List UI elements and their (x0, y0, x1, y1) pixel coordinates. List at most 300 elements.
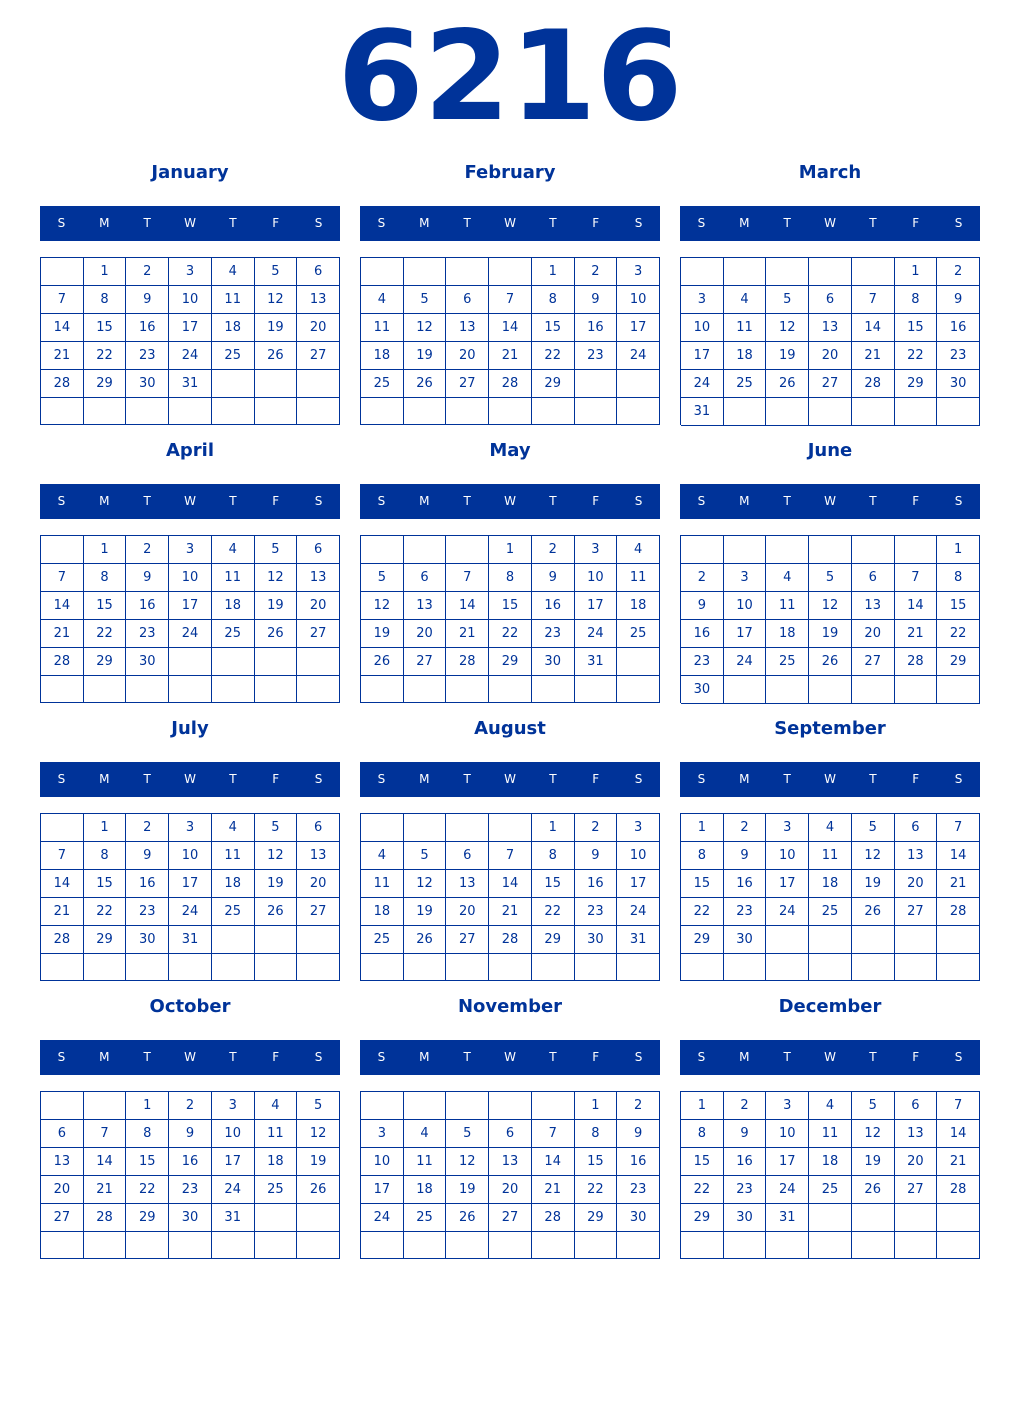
weekday-label: T (869, 1050, 877, 1064)
empty-day-cell (766, 676, 809, 704)
empty-day-cell (617, 1232, 660, 1259)
day-cell: 7 (852, 286, 895, 314)
day-cell: 25 (404, 1204, 447, 1232)
month-june (680, 436, 980, 704)
day-cell: 19 (255, 870, 298, 898)
day-cell: 12 (852, 842, 895, 870)
day-cell: 3 (617, 258, 660, 286)
weekday-label: W (504, 1050, 516, 1064)
day-cell: 10 (169, 286, 212, 314)
weekday-header (680, 1040, 980, 1075)
empty-day-cell (489, 258, 532, 286)
empty-day-cell (809, 258, 852, 286)
empty-day-cell (361, 536, 404, 564)
day-cell: 11 (617, 564, 660, 592)
day-cell: 17 (766, 1148, 809, 1176)
weekday-label: S (634, 216, 643, 230)
day-cell: 28 (852, 370, 895, 398)
empty-day-cell (255, 370, 298, 398)
day-cell: 12 (852, 1120, 895, 1148)
day-cell: 24 (575, 620, 618, 648)
weekday-label: T (463, 216, 471, 230)
weekday-label: F (272, 494, 280, 508)
empty-day-cell (532, 398, 575, 425)
weekday-header (40, 762, 340, 797)
day-cell: 16 (126, 314, 169, 342)
day-cell: 21 (937, 870, 980, 898)
day-cell: 11 (212, 842, 255, 870)
day-cell: 12 (255, 564, 298, 592)
day-cell: 7 (895, 564, 938, 592)
weekday-label: S (634, 772, 643, 786)
day-cell: 26 (809, 648, 852, 676)
day-cell: 22 (84, 342, 127, 370)
day-cell: 6 (489, 1120, 532, 1148)
day-cell: 27 (489, 1204, 532, 1232)
day-cell: 28 (937, 898, 980, 926)
day-cell: 4 (766, 564, 809, 592)
day-cell: 25 (255, 1176, 298, 1204)
day-cell: 3 (361, 1120, 404, 1148)
empty-day-cell (297, 1232, 340, 1259)
weekday-label: W (824, 216, 836, 230)
day-cell: 26 (852, 1176, 895, 1204)
day-cell: 21 (852, 342, 895, 370)
day-cell: 6 (446, 286, 489, 314)
empty-day-cell (809, 536, 852, 564)
weekday-label: S (314, 772, 323, 786)
day-cell: 25 (766, 648, 809, 676)
weekday-label: M (419, 494, 430, 508)
empty-day-cell (255, 1204, 298, 1232)
empty-day-cell (361, 1232, 404, 1259)
day-cell: 22 (126, 1176, 169, 1204)
weekday-label: M (739, 772, 750, 786)
day-cell: 13 (895, 842, 938, 870)
empty-day-cell (489, 1092, 532, 1120)
day-cell: 23 (575, 342, 618, 370)
weekday-label: S (634, 494, 643, 508)
empty-day-cell (489, 676, 532, 703)
weekday-label: T (229, 1050, 237, 1064)
month-title: August (474, 718, 546, 739)
weekday-label: F (272, 772, 280, 786)
day-cell: 31 (169, 370, 212, 398)
day-grid (40, 1091, 340, 1259)
day-cell: 13 (895, 1120, 938, 1148)
day-cell: 18 (809, 1148, 852, 1176)
day-cell: 1 (532, 814, 575, 842)
weekday-label: T (143, 494, 151, 508)
day-grid (680, 257, 980, 425)
empty-day-cell (532, 954, 575, 981)
empty-day-cell (126, 1232, 169, 1259)
day-grid (40, 813, 340, 981)
day-cell: 3 (212, 1092, 255, 1120)
empty-day-cell (404, 814, 447, 842)
day-cell: 2 (575, 814, 618, 842)
empty-day-cell (809, 1204, 852, 1232)
day-cell: 30 (126, 370, 169, 398)
day-cell: 7 (446, 564, 489, 592)
day-cell: 16 (937, 314, 980, 342)
day-cell: 3 (766, 1092, 809, 1120)
day-cell: 18 (361, 342, 404, 370)
day-cell: 27 (297, 898, 340, 926)
day-cell: 7 (489, 286, 532, 314)
day-cell: 13 (809, 314, 852, 342)
day-cell: 25 (212, 898, 255, 926)
weekday-label: S (697, 1050, 706, 1064)
day-cell: 2 (126, 258, 169, 286)
day-cell: 23 (681, 648, 724, 676)
day-cell: 30 (575, 926, 618, 954)
day-cell: 24 (212, 1176, 255, 1204)
day-cell: 7 (41, 286, 84, 314)
day-cell: 8 (84, 286, 127, 314)
day-cell: 3 (766, 814, 809, 842)
empty-day-cell (212, 1232, 255, 1259)
day-cell: 15 (681, 1148, 724, 1176)
empty-day-cell (724, 1232, 767, 1259)
day-cell: 8 (681, 1120, 724, 1148)
empty-day-cell (617, 398, 660, 425)
day-cell: 2 (724, 1092, 767, 1120)
day-cell: 15 (84, 870, 127, 898)
day-cell: 29 (681, 1204, 724, 1232)
empty-day-cell (852, 1232, 895, 1259)
empty-day-cell (212, 676, 255, 703)
day-cell: 16 (575, 314, 618, 342)
day-cell: 18 (212, 870, 255, 898)
weekday-label: T (869, 494, 877, 508)
weekday-label: T (143, 772, 151, 786)
empty-day-cell (84, 398, 127, 425)
day-cell: 4 (617, 536, 660, 564)
day-cell: 5 (361, 564, 404, 592)
empty-day-cell (937, 954, 980, 981)
empty-day-cell (212, 926, 255, 954)
day-cell: 26 (297, 1176, 340, 1204)
weekday-label: S (377, 494, 386, 508)
day-cell: 19 (361, 620, 404, 648)
day-cell: 29 (532, 926, 575, 954)
empty-day-cell (212, 398, 255, 425)
day-cell: 3 (681, 286, 724, 314)
day-cell: 2 (937, 258, 980, 286)
day-cell: 23 (126, 620, 169, 648)
day-cell: 31 (169, 926, 212, 954)
day-cell: 28 (937, 1176, 980, 1204)
day-cell: 27 (446, 370, 489, 398)
empty-day-cell (489, 814, 532, 842)
day-cell: 10 (169, 564, 212, 592)
day-cell: 31 (575, 648, 618, 676)
empty-day-cell (681, 258, 724, 286)
empty-day-cell (41, 814, 84, 842)
empty-day-cell (852, 676, 895, 704)
day-cell: 29 (532, 370, 575, 398)
day-cell: 30 (126, 926, 169, 954)
month-february (360, 158, 660, 426)
empty-day-cell (446, 676, 489, 703)
empty-day-cell (766, 1232, 809, 1259)
weekday-label: S (697, 216, 706, 230)
day-cell: 11 (212, 286, 255, 314)
day-cell: 29 (895, 370, 938, 398)
day-cell: 8 (84, 564, 127, 592)
day-cell: 12 (297, 1120, 340, 1148)
empty-day-cell (489, 1232, 532, 1259)
empty-day-cell (852, 536, 895, 564)
weekday-label: F (592, 772, 600, 786)
day-cell: 12 (766, 314, 809, 342)
day-cell: 14 (895, 592, 938, 620)
day-cell: 29 (84, 370, 127, 398)
day-cell: 18 (212, 592, 255, 620)
day-cell: 30 (169, 1204, 212, 1232)
weekday-header (360, 1040, 660, 1075)
empty-day-cell (446, 954, 489, 981)
day-cell: 1 (575, 1092, 618, 1120)
day-cell: 21 (446, 620, 489, 648)
day-cell: 13 (41, 1148, 84, 1176)
day-cell: 20 (489, 1176, 532, 1204)
weekday-label: W (824, 494, 836, 508)
day-cell: 3 (169, 536, 212, 564)
weekday-label: T (463, 1050, 471, 1064)
day-cell: 27 (446, 926, 489, 954)
weekday-label: F (272, 1050, 280, 1064)
day-cell: 23 (126, 898, 169, 926)
day-cell: 19 (404, 342, 447, 370)
day-cell: 14 (532, 1148, 575, 1176)
day-cell: 1 (937, 536, 980, 564)
day-cell: 9 (169, 1120, 212, 1148)
empty-day-cell (255, 648, 298, 676)
month-title: May (489, 440, 531, 461)
day-cell: 4 (212, 536, 255, 564)
day-cell: 8 (532, 286, 575, 314)
month-april (40, 436, 340, 704)
day-cell: 14 (852, 314, 895, 342)
day-cell: 17 (169, 314, 212, 342)
day-cell: 24 (681, 370, 724, 398)
day-cell: 7 (937, 814, 980, 842)
weekday-label: S (954, 772, 963, 786)
empty-day-cell (575, 676, 618, 703)
day-cell: 8 (937, 564, 980, 592)
day-cell: 3 (169, 258, 212, 286)
empty-day-cell (766, 536, 809, 564)
day-cell: 15 (84, 592, 127, 620)
day-cell: 12 (255, 842, 298, 870)
day-cell: 7 (489, 842, 532, 870)
month-august (360, 714, 660, 982)
empty-day-cell (724, 258, 767, 286)
month-title: September (774, 718, 886, 739)
day-cell: 5 (255, 258, 298, 286)
day-cell: 27 (895, 1176, 938, 1204)
day-cell: 5 (766, 286, 809, 314)
day-cell: 1 (895, 258, 938, 286)
empty-day-cell (617, 954, 660, 981)
day-cell: 21 (41, 898, 84, 926)
day-cell: 27 (404, 648, 447, 676)
day-cell: 25 (809, 1176, 852, 1204)
day-cell: 6 (852, 564, 895, 592)
empty-day-cell (84, 1232, 127, 1259)
month-may (360, 436, 660, 704)
empty-day-cell (617, 648, 660, 676)
day-cell: 6 (446, 842, 489, 870)
empty-day-cell (404, 398, 447, 425)
weekday-label: M (739, 216, 750, 230)
day-cell: 29 (126, 1204, 169, 1232)
day-cell: 24 (766, 1176, 809, 1204)
empty-day-cell (297, 926, 340, 954)
day-cell: 12 (446, 1148, 489, 1176)
day-cell: 3 (724, 564, 767, 592)
day-cell: 15 (126, 1148, 169, 1176)
day-cell: 16 (724, 870, 767, 898)
day-cell: 11 (361, 870, 404, 898)
day-cell: 14 (489, 870, 532, 898)
day-cell: 10 (617, 842, 660, 870)
day-cell: 27 (809, 370, 852, 398)
day-grid (40, 535, 340, 703)
weekday-label: M (419, 216, 430, 230)
day-cell: 4 (404, 1120, 447, 1148)
day-cell: 23 (575, 898, 618, 926)
empty-day-cell (724, 954, 767, 981)
day-cell: 22 (532, 898, 575, 926)
empty-day-cell (404, 1232, 447, 1259)
day-cell: 25 (212, 342, 255, 370)
day-cell: 8 (681, 842, 724, 870)
weekday-label: S (634, 1050, 643, 1064)
empty-day-cell (446, 814, 489, 842)
weekday-label: T (463, 494, 471, 508)
empty-day-cell (937, 1204, 980, 1232)
empty-day-cell (895, 926, 938, 954)
empty-day-cell (297, 648, 340, 676)
empty-day-cell (809, 676, 852, 704)
day-cell: 15 (532, 870, 575, 898)
weekday-label: T (463, 772, 471, 786)
day-cell: 23 (724, 1176, 767, 1204)
empty-day-cell (681, 1232, 724, 1259)
weekday-label: T (783, 772, 791, 786)
day-cell: 25 (361, 926, 404, 954)
weekday-label: W (824, 1050, 836, 1064)
day-cell: 27 (297, 342, 340, 370)
day-cell: 7 (41, 842, 84, 870)
empty-day-cell (852, 926, 895, 954)
day-cell: 24 (724, 648, 767, 676)
empty-day-cell (446, 1092, 489, 1120)
day-cell: 11 (724, 314, 767, 342)
day-cell: 9 (532, 564, 575, 592)
weekday-label: S (314, 494, 323, 508)
day-cell: 8 (84, 842, 127, 870)
day-grid (680, 1091, 980, 1259)
day-cell: 19 (255, 314, 298, 342)
day-cell: 1 (84, 814, 127, 842)
day-cell: 31 (766, 1204, 809, 1232)
weekday-header (680, 484, 980, 519)
day-cell: 29 (937, 648, 980, 676)
day-cell: 21 (895, 620, 938, 648)
day-cell: 1 (532, 258, 575, 286)
day-cell: 27 (852, 648, 895, 676)
weekday-label: S (377, 772, 386, 786)
day-cell: 26 (404, 370, 447, 398)
empty-day-cell (895, 1232, 938, 1259)
day-cell: 28 (895, 648, 938, 676)
day-cell: 30 (724, 926, 767, 954)
empty-day-cell (724, 536, 767, 564)
day-cell: 23 (617, 1176, 660, 1204)
day-cell: 13 (446, 314, 489, 342)
day-cell: 25 (809, 898, 852, 926)
day-cell: 28 (446, 648, 489, 676)
day-cell: 13 (404, 592, 447, 620)
day-cell: 22 (532, 342, 575, 370)
empty-day-cell (41, 258, 84, 286)
day-cell: 8 (895, 286, 938, 314)
month-title: July (171, 718, 209, 739)
day-cell: 12 (404, 870, 447, 898)
empty-day-cell (724, 398, 767, 426)
empty-day-cell (212, 954, 255, 981)
day-cell: 10 (575, 564, 618, 592)
day-grid (680, 813, 980, 981)
empty-day-cell (361, 954, 404, 981)
weekday-label: S (314, 216, 323, 230)
day-cell: 5 (255, 814, 298, 842)
month-title: November (457, 996, 563, 1017)
day-cell: 9 (724, 842, 767, 870)
day-cell: 31 (212, 1204, 255, 1232)
empty-day-cell (937, 398, 980, 426)
day-cell: 8 (126, 1120, 169, 1148)
month-december (680, 992, 980, 1260)
month-title: October (149, 996, 231, 1017)
day-cell: 2 (617, 1092, 660, 1120)
day-cell: 14 (84, 1148, 127, 1176)
empty-day-cell (212, 648, 255, 676)
day-cell: 28 (41, 926, 84, 954)
weekday-label: S (697, 772, 706, 786)
empty-day-cell (361, 814, 404, 842)
day-grid (680, 535, 980, 703)
empty-day-cell (41, 536, 84, 564)
day-cell: 14 (937, 842, 980, 870)
weekday-label: F (592, 1050, 600, 1064)
day-cell: 21 (532, 1176, 575, 1204)
empty-day-cell (766, 954, 809, 981)
day-cell: 13 (297, 286, 340, 314)
day-cell: 23 (169, 1176, 212, 1204)
weekday-label: W (824, 772, 836, 786)
day-cell: 26 (255, 342, 298, 370)
empty-day-cell (255, 676, 298, 703)
weekday-label: M (99, 772, 110, 786)
weekday-header (360, 206, 660, 241)
day-cell: 22 (489, 620, 532, 648)
day-cell: 22 (681, 1176, 724, 1204)
